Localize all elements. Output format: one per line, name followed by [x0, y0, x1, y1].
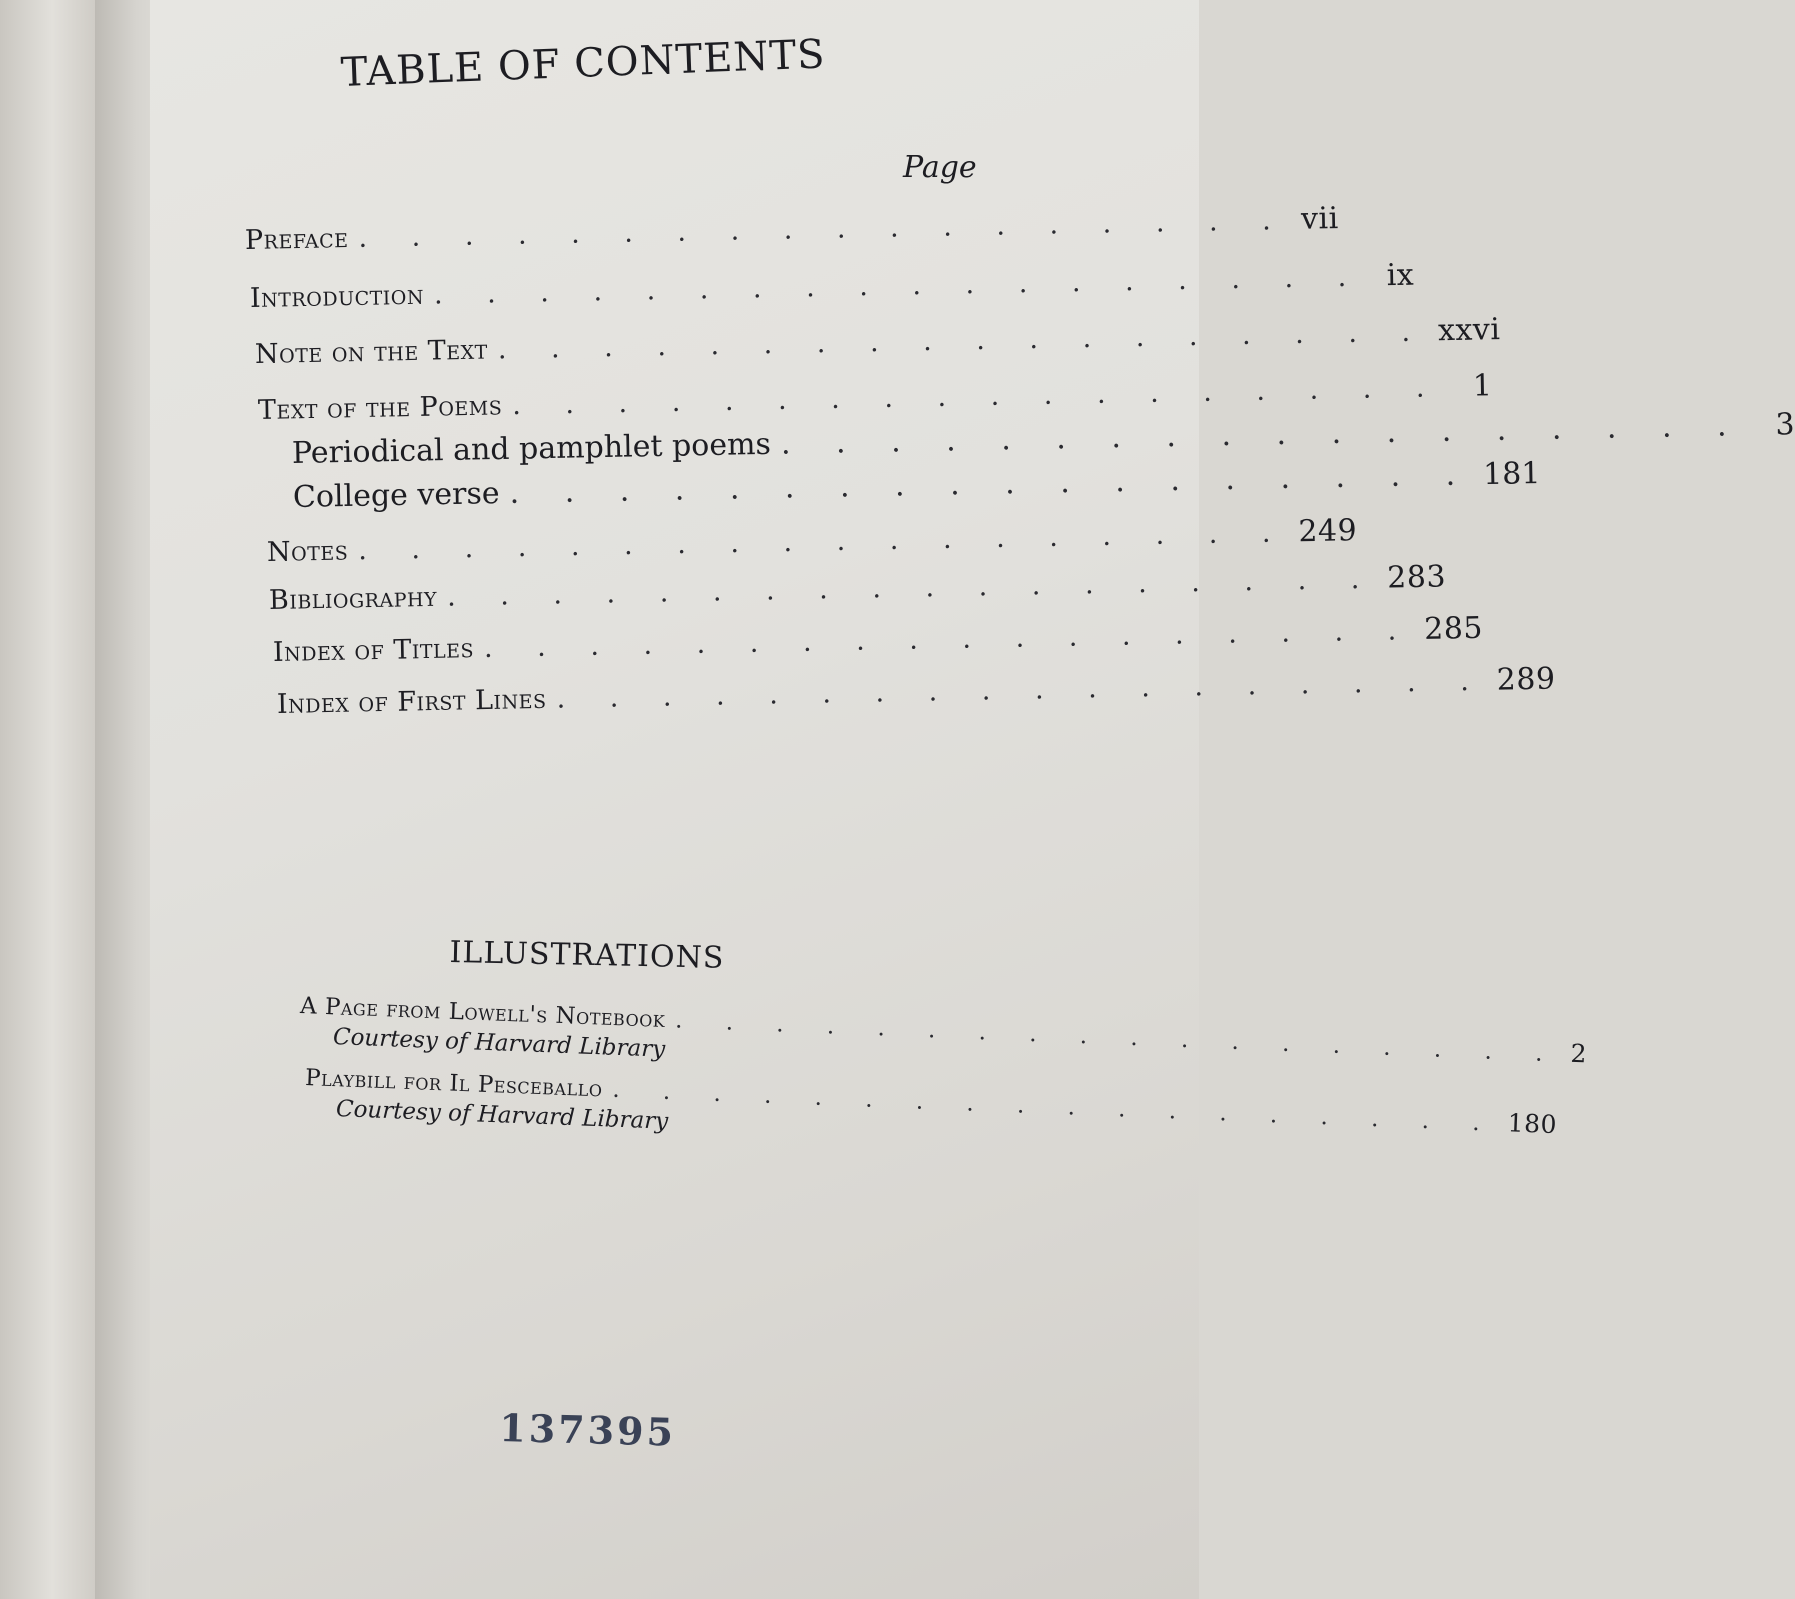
- left-page-edge: [0, 0, 95, 1599]
- toc-label: Text of the Poems: [257, 390, 503, 426]
- page-title: TABLE OF CONTENTS: [340, 31, 827, 96]
- toc-page-number: 3: [1775, 407, 1795, 443]
- toc-label: Bibliography: [268, 581, 438, 616]
- dot-leader: . . . . . . . . . . . . . . . . . .: [358, 204, 1289, 254]
- toc-label: Preface: [244, 223, 349, 256]
- dot-leader: . . . . . . . . . . . . . . . . . .: [446, 563, 1378, 613]
- toc-label: Index of First Lines: [276, 683, 547, 720]
- illustration-credit: Courtesy of Harvard Library: [332, 1024, 666, 1063]
- page-column-label: Page: [903, 150, 977, 185]
- illustration-page-number: 180: [1507, 1108, 1558, 1140]
- toc-page-number: 285: [1423, 610, 1484, 647]
- dot-leader: . . . . . . . . . . . . . . . . . .: [497, 316, 1429, 366]
- illustration-credit: Courtesy of Harvard Library: [335, 1096, 669, 1135]
- toc-label: Index of Titles: [272, 633, 475, 668]
- toc-page-number: 181: [1482, 456, 1541, 493]
- toc-label: Periodical and pamphlet poems: [291, 426, 772, 471]
- dot-leader: . . . . . . . . . . . . . . . . . .: [611, 1076, 1499, 1137]
- dot-leader: . . . . . . . . . . . . . . . . . .: [511, 372, 1443, 422]
- illustration-page-number: 2: [1569, 1038, 1588, 1069]
- toc-label: College verse: [292, 476, 500, 515]
- dot-leader: . . . . . . . . . . . . . . . . . .: [483, 615, 1415, 664]
- toc-page-number: xxvi: [1437, 312, 1501, 349]
- toc-page-number: ix: [1386, 257, 1415, 294]
- illustrations-heading: ILLUSTRATIONS: [449, 935, 725, 976]
- toc-label: Notes: [266, 535, 349, 568]
- toc-label: Note on the Text: [254, 334, 489, 370]
- toc-page-number: 289: [1496, 661, 1556, 698]
- illustration-label: Playbill for Il Pesceballo: [304, 1065, 603, 1103]
- toc-page-number: vii: [1300, 201, 1339, 237]
- illustration-label: A Page from Lowell's Notebook: [299, 993, 666, 1034]
- toc-page-number: 283: [1386, 559, 1447, 596]
- dot-leader: . . . . . . . . . . . . . . . . . .: [674, 1007, 1562, 1068]
- dot-leader: . . . . . . . . . . . . . . . . . .: [509, 457, 1474, 511]
- dot-leader: . . . . . . . . . . . . . . . . . .: [357, 517, 1289, 567]
- toc-page-number: 249: [1298, 513, 1358, 550]
- accession-number: 137395: [498, 1405, 677, 1455]
- dot-leader: . . . . . . . . . . . . . . . . . .: [433, 261, 1365, 311]
- dot-leader: . . . . . . . . . . . . . . . . . .: [556, 665, 1488, 715]
- dot-leader: . . . . . . . . . . . . . . . . . .: [780, 408, 1745, 462]
- toc-page-number: 1: [1472, 368, 1493, 404]
- toc-label: Introduction: [249, 279, 425, 314]
